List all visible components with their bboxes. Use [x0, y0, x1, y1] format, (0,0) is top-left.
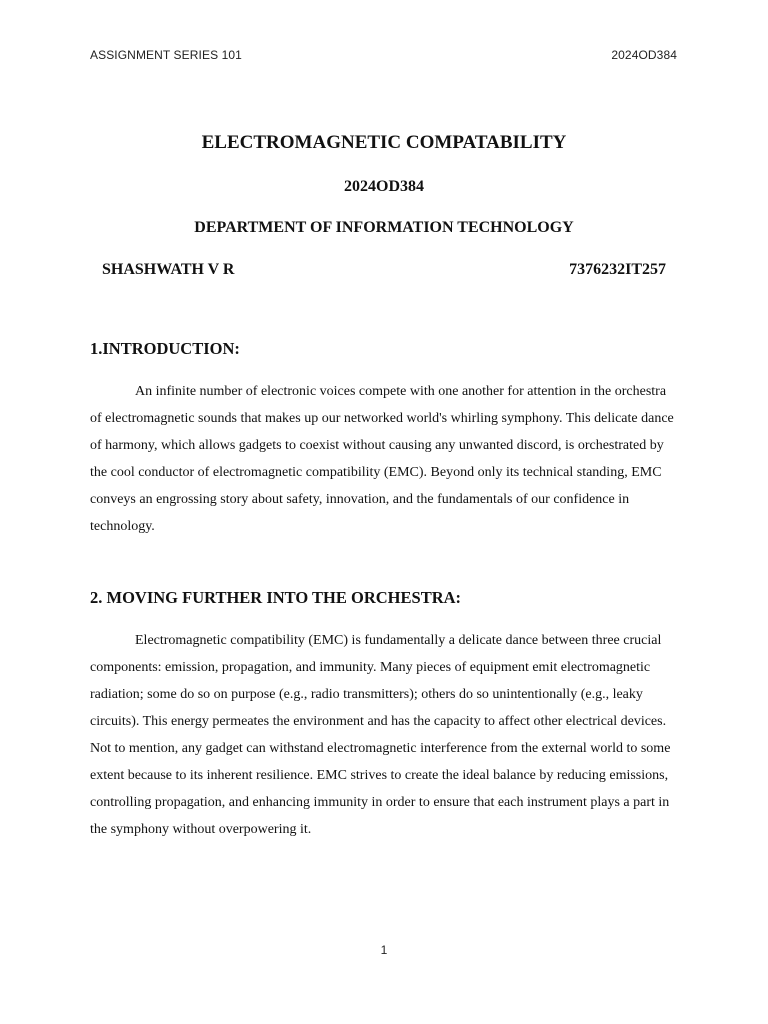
document-course-code: 2024OD384 [344, 178, 424, 195]
author-roll-number: 7376232IT257 [569, 261, 666, 278]
page-number: 1 [380, 943, 388, 957]
section-paragraph: An infinite number of electronic voices compete with one another for attention in the orchestra of electromagnetic sounds that makes up our networked world's whirling symphony. This delicate dance of harmony, which allows gadgets to coexist without causing any unwanted discord, is orchestrated by the cool conductor of electromagnetic compatibility (EMC). Beyond only its technical standing, EMC conveys an engrossing story about safety, innovation, and the fundamentals of our confidence in technology. [90, 384, 674, 534]
title-block [90, 130, 678, 236]
section-heading: 2. MOVING FURTHER INTO THE ORCHESTRA: [90, 588, 462, 607]
section-orchestra [90, 587, 675, 843]
header-series-label: ASSIGNMENT SERIES 101 [90, 48, 242, 62]
section-paragraph: Electromagnetic compatibility (EMC) is fundamentally a delicate dance between three crucial components: emission, propagation, and immunity. Many pieces of equipment emit electromagnetic radiation; some do so on purpose (e.g., radio transmitters); others do so unintentionally (e.g., leaky circuits). This energy permeates the environment and has the capacity to affect other electrical devices. Not to mention, any gadget can withstand electromagnetic interference from the external world to some extent because to its inherent resilience. EMC strives to create the ideal balance by reducing emissions, controlling propagation, and enhancing immunity in order to ensure that each instrument plays a part in the symphony without overpowering it. [90, 633, 671, 837]
header-course-code: 2024OD384 [611, 48, 677, 62]
author-row [102, 259, 666, 281]
running-header [90, 48, 677, 62]
section-introduction [90, 338, 675, 540]
document-department: DEPARTMENT OF INFORMATION TECHNOLOGY [194, 219, 574, 236]
section-heading: 1.INTRODUCTION: [90, 339, 240, 358]
document-title: ELECTROMAGNETIC COMPATABILITY [201, 132, 567, 153]
author-name: SHASHWATH V R [102, 261, 235, 278]
